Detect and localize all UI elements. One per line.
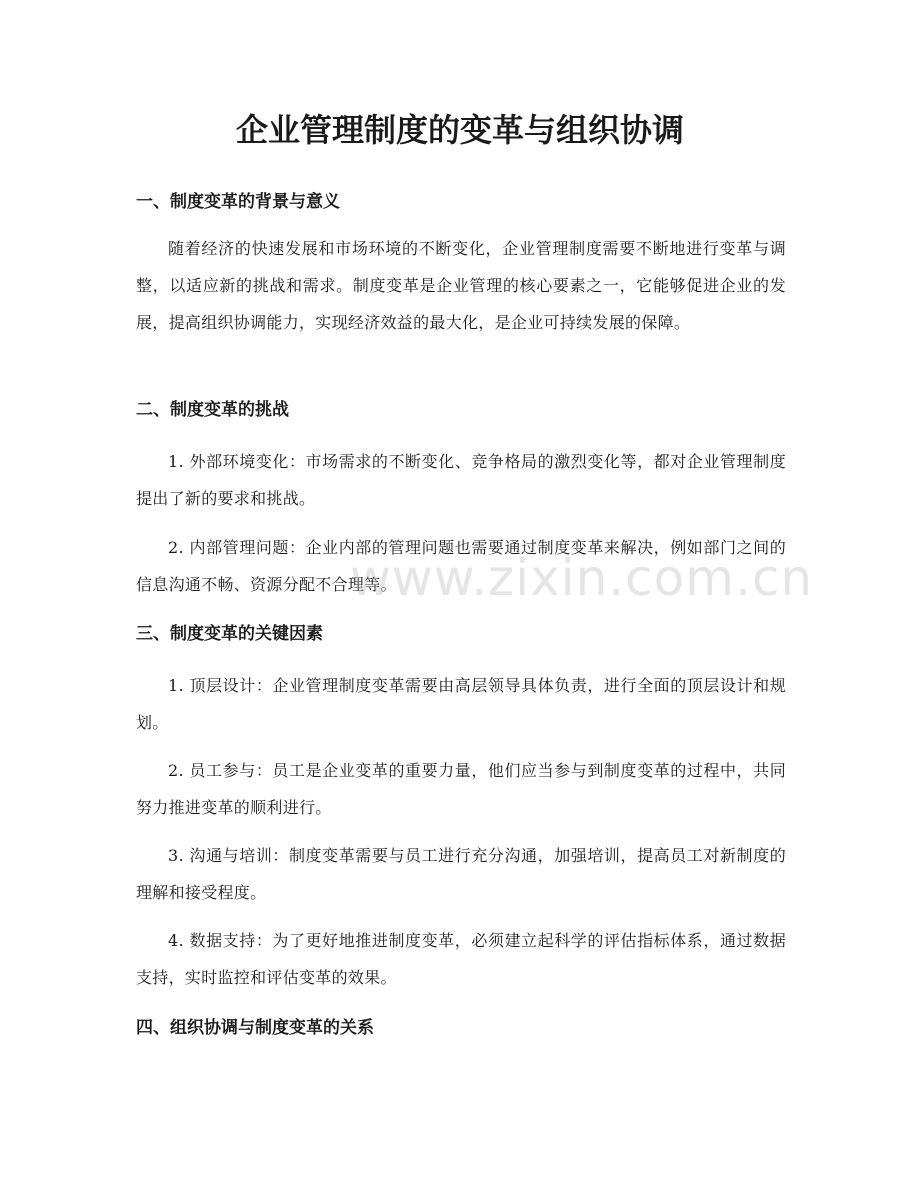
watermark: www.zixin.com.cn	[350, 549, 814, 607]
section-heading-1: 一、制度变革的背景与意义	[136, 192, 340, 212]
section-3-paragraph-3: 3. 沟通与培训：制度变革需要与员工进行充分沟通，加强培训，提高员工对新制度的理解和接受程度。	[136, 846, 786, 902]
section-heading-4: 四、组织协调与制度变革的关系	[136, 1018, 374, 1038]
section-3-paragraph-4: 4. 数据支持：为了更好地推进制度变革，必须建立起科学的评估指标体系，通过数据支持，实时监控和评估变革的效果。	[136, 931, 786, 987]
section-3-paragraph-2: 2. 员工参与：员工是企业变革的重要力量，他们应当参与到制度变革的过程中，共同努力推进变革的顺利进行。	[136, 761, 786, 817]
section-2-paragraph-1: 1. 外部环境变化：市场需求的不断变化、竞争格局的激烈变化等，都对企业管理制度提出了新的要求和挑战。	[136, 452, 786, 508]
page-title: 企业管理制度的变革与组织协调	[235, 111, 684, 149]
section-2-paragraph-2: 2. 内部管理问题：企业内部的管理问题也需要通过制度变革来解决，例如部门之间的信息沟通不畅、资源分配不合理等。	[136, 538, 786, 594]
section-heading-2: 二、制度变革的挑战	[136, 400, 289, 420]
section-heading-3: 三、制度变革的关键因素	[136, 624, 323, 644]
section-1-paragraph-1: 随着经济的快速发展和市场环境的不断变化，企业管理制度需要不断地进行变革与调整，以适应新的挑战和需求。制度变革是企业管理的核心要素之一，它能够促进企业的发展，提高组织协调能力，实现经济效益的最大化，是企业可持续发展的保障。	[136, 239, 786, 332]
section-3-paragraph-1: 1. 顶层设计：企业管理制度变革需要由高层领导具体负责，进行全面的顶层设计和规划。	[136, 676, 786, 732]
